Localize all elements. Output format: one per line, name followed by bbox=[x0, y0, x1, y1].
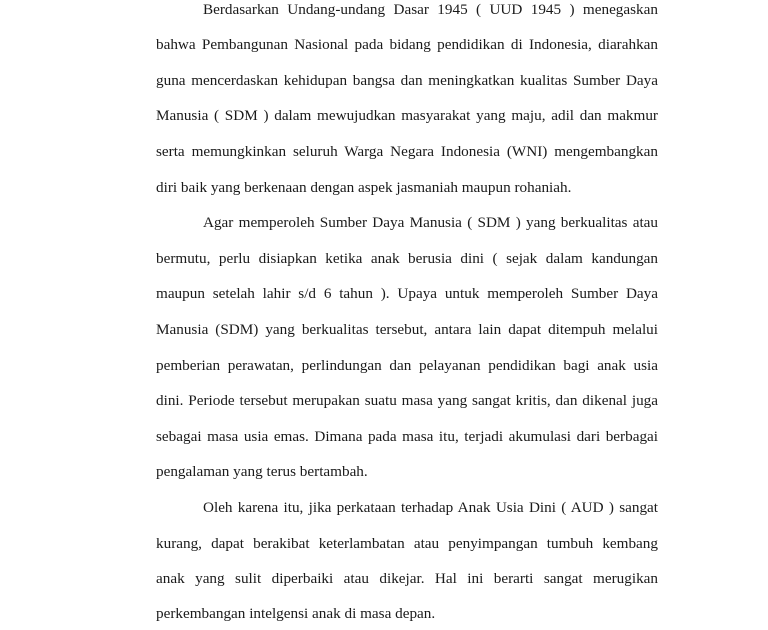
paragraph-1-line-1: Berdasarkan Undang-undang Dasar 1945 ( UUD 1945 ) menegaskan bbox=[203, 1, 658, 18]
paragraph-1-line-2: bahwa Pembangunan Nasional pada bidang pendidikan di Indonesia, diarahkan bbox=[156, 36, 658, 53]
paragraph-2-line-8: pengalaman yang terus bertambah. bbox=[156, 463, 368, 480]
paragraph-2-line-4: Manusia (SDM) yang berkualitas tersebut, antara lain dapat ditempuh melalui bbox=[156, 321, 658, 338]
paragraph-3-line-2: kurang, dapat berakibat keterlambatan atau penyimpangan tumbuh kembang bbox=[156, 535, 658, 552]
paragraph-1-line-3: guna mencerdaskan kehidupan bangsa dan meningkatkan kualitas Sumber Daya bbox=[156, 72, 658, 89]
paragraph-3-line-4: perkembangan intelgensi anak di masa depan. bbox=[156, 605, 436, 622]
paragraph-2-line-1: Agar memperoleh Sumber Daya Manusia ( SDM ) yang berkualitas atau bbox=[203, 214, 658, 231]
paragraph-2-line-5: pemberian perawatan, perlindungan dan pelayanan pendidikan bagi anak usia bbox=[156, 357, 658, 374]
paragraph-2-line-6: dini. Periode tersebut merupakan suatu masa yang sangat kritis, dan dikenal juga bbox=[156, 392, 658, 409]
paragraph-1-line-5: serta memungkinkan seluruh Warga Negara Indonesia (WNI) mengembangkan bbox=[156, 143, 658, 160]
paragraph-1-line-4: Manusia ( SDM ) dalam mewujudkan masyarakat yang maju, adil dan makmur bbox=[156, 107, 658, 124]
paragraph-3-line-1: Oleh karena itu, jika perkataan terhadap Anak Usia Dini ( AUD ) sangat bbox=[203, 499, 658, 516]
paragraph-2-line-7: sebagai masa usia emas. Dimana pada masa itu, terjadi akumulasi dari berbagai bbox=[156, 428, 658, 445]
paragraph-2-line-2: bermutu, perlu disiapkan ketika anak berusia dini ( sejak dalam kandungan bbox=[156, 250, 658, 267]
paragraph-3-line-3: anak yang sulit diperbaiki atau dikejar. Hal ini berarti sangat merugikan bbox=[156, 570, 658, 587]
paragraph-1-line-6: diri baik yang berkenaan dengan aspek jasmaniah maupun rohaniah. bbox=[156, 179, 572, 196]
paragraph-2-line-3: maupun setelah lahir s/d 6 tahun ). Upaya untuk memperoleh Sumber Daya bbox=[156, 285, 658, 302]
